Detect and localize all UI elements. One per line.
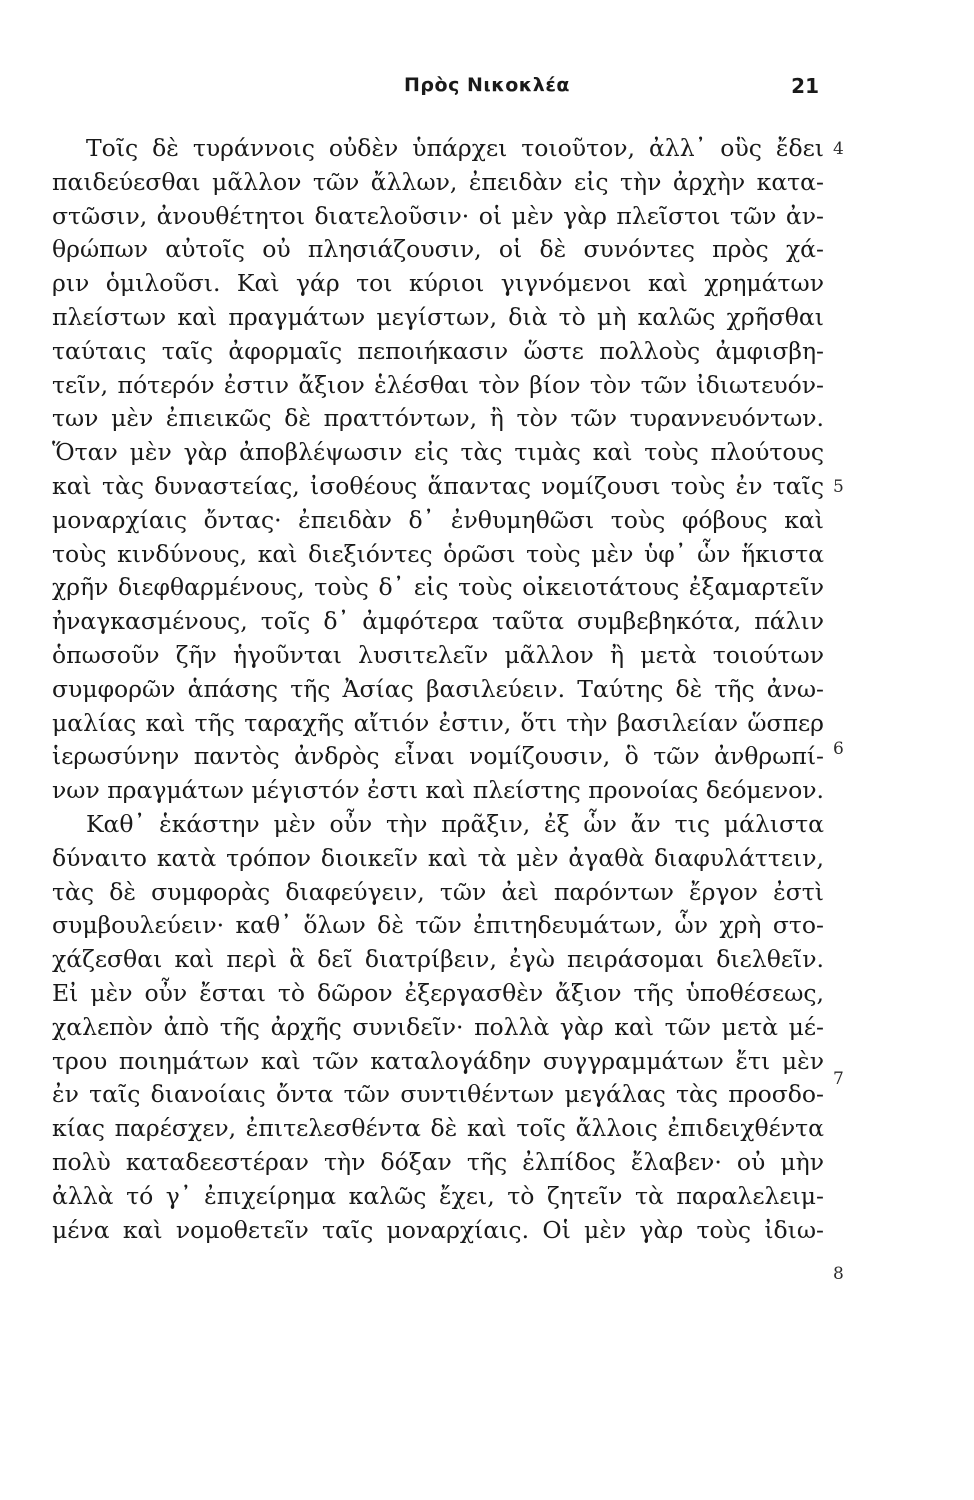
text-line: θρώπων αὐτοῖς οὐ πλησιάζουσιν, οἱ δὲ συνόντες πρὸς χά-: [52, 235, 824, 264]
text-line: παιδεύεσθαι μᾶλλον τῶν ἄλλων, ἐπειδὰν εἰς τὴν ἀρχὴν κατα-: [52, 167, 824, 196]
text-line: Τοῖς δὲ τυράννοις οὐδὲν ὑπάρχει τοιοῦτον, ἀλλ᾽ οὓς ἔδει: [86, 134, 824, 162]
text-line: ἠναγκασμένους, τοῖς δ᾽ ἀμφότερα ταῦτα συμβεβηκότα, πάλιν: [52, 607, 824, 636]
text-line: τοὺς κινδύνους, καὶ διεξιόντες ὁρῶσι τοὺς μὲν ὑφ᾽ ὧν ἥκιστα: [52, 539, 824, 568]
text-line: χάζεσθαι καὶ περὶ ἃ δεῖ διατρίβειν, ἐγὼ πειράσομαι διελθεῖν.: [52, 945, 824, 974]
text-line: πλείστων καὶ πραγμάτων μεγίστων, διὰ τὸ μὴ καλῶς χρῆσθαι: [52, 302, 824, 331]
body-text: [52, 132, 824, 1247]
text-line: νων πραγμάτων μέγιστόν ἐστι καὶ πλείστης προνοίας δεόμενον.: [52, 776, 824, 805]
section-number: 4: [833, 139, 844, 159]
text-line: ὁπωσοῦν ζῆν ἡγοῦνται λυσιτελεῖν μᾶλλον ἢ μετὰ τοιούτων: [52, 640, 824, 669]
text-line: των μὲν ἐπιεικῶς δὲ πραττόντων, ἢ τὸν τῶν τυραννευόντων.: [52, 404, 824, 433]
running-head: [0, 74, 974, 104]
text-line: ἐν ταῖς διανοίαις ὄντα τῶν συντιθέντων μεγάλας τὰς προσδο-: [52, 1080, 824, 1109]
text-line: κίας παρέσχεν, ἐπιτελεσθέντα δὲ καὶ τοῖς ἄλλοις ἐπιδειχθέντα: [52, 1114, 824, 1143]
text-line: Εἰ μὲν οὖν ἔσται τὸ δῶρον ἐξεργασθὲν ἄξιον τῆς ὑποθέσεως,: [52, 978, 824, 1007]
text-line: ταύταις ταῖς ἀφορμαῖς πεποιήκασιν ὥστε πολλοὺς ἀμφισβη-: [52, 336, 824, 365]
text-line: μαλίας καὶ τῆς ταραχῆς αἴτιόν ἐστιν, ὅτι τὴν βασιλείαν ὥσπερ: [52, 708, 824, 737]
text-line: μοναρχίαις ὄντας· ἐπειδὰν δ᾽ ἐνθυμηθῶσι τοὺς φόβους καὶ: [52, 505, 824, 534]
text-line: δύναιτο κατὰ τρόπον διοικεῖν καὶ τὰ μὲν ἀγαθὰ διαφυλάττειν,: [52, 843, 824, 872]
section-number: 6: [833, 739, 844, 759]
text-line: χαλεπὸν ἀπὸ τῆς ἀρχῆς συνιδεῖν· πολλὰ γὰρ καὶ τῶν μετὰ μέ-: [52, 1012, 824, 1041]
section-number: 8: [833, 1264, 844, 1284]
section-number: 7: [833, 1069, 844, 1089]
text-line: ἀλλὰ τό γ᾽ ἐπιχείρημα καλῶς ἔχει, τὸ ζητεῖν τὰ παραλελειμ-: [52, 1181, 824, 1210]
text-line: συμφορῶν ἁπάσης τῆς Ἀσίας βασιλεύειν. Ταύτης δὲ τῆς ἀνω-: [52, 674, 824, 703]
text-line: ἱερωσύνην παντὸς ἀνδρὸς εἶναι νομίζουσιν, ὃ τῶν ἀνθρωπί-: [52, 742, 824, 771]
text-line: συμβουλεύειν· καθ᾽ ὅλων δὲ τῶν ἐπιτηδευμάτων, ὧν χρὴ στο-: [52, 911, 824, 940]
running-title: Πρὸς Νικοκλέα: [404, 74, 570, 96]
text-line: πολὺ καταδεεστέραν τὴν δόξαν τῆς ἐλπίδος ἔλαβεν· οὐ μὴν: [52, 1147, 824, 1176]
text-line: Καθ᾽ ἑκάστην μὲν οὖν τὴν πρᾶξιν, ἐξ ὧν ἄν τις μάλιστα: [86, 809, 824, 838]
text-line: τεῖν, πότερόν ἐστιν ἄξιον ἑλέσθαι τὸν βίον τὸν τῶν ἰδιωτευόν-: [52, 370, 824, 399]
page-number: 21: [791, 74, 819, 98]
text-line: στῶσιν, ἀνουθέτητοι διατελοῦσιν· οἱ μὲν γὰρ πλεῖστοι τῶν ἀν-: [52, 201, 824, 230]
text-line: ριν ὁμιλοῦσι. Καὶ γάρ τοι κύριοι γιγνόμενοι καὶ χρημάτων: [52, 269, 824, 298]
text-line: τρου ποιημάτων καὶ τῶν καταλογάδην συγγραμμάτων ἔτι μὲν: [52, 1046, 824, 1075]
text-line: καὶ τὰς δυναστείας, ἰσοθέους ἅπαντας νομίζουσι τοὺς ἐν ταῖς: [52, 471, 824, 500]
text-line: Ὅταν μὲν γὰρ ἀποβλέψωσιν εἰς τὰς τιμὰς καὶ τοὺς πλούτους: [52, 438, 824, 467]
section-number: 5: [833, 477, 844, 497]
text-line: τὰς δὲ συμφορὰς διαφεύγειν, τῶν ἀεὶ παρόντων ἔργον ἐστὶ: [52, 877, 824, 906]
text-line: χρῆν διεφθαρμένους, τοὺς δ᾽ εἰς τοὺς οἰκειοτάτους ἐξαμαρτεῖν: [52, 573, 824, 602]
text-line: μένα καὶ νομοθετεῖν ταῖς μοναρχίαις. Οἱ μὲν γὰρ τοὺς ἰδιω-: [52, 1215, 824, 1244]
